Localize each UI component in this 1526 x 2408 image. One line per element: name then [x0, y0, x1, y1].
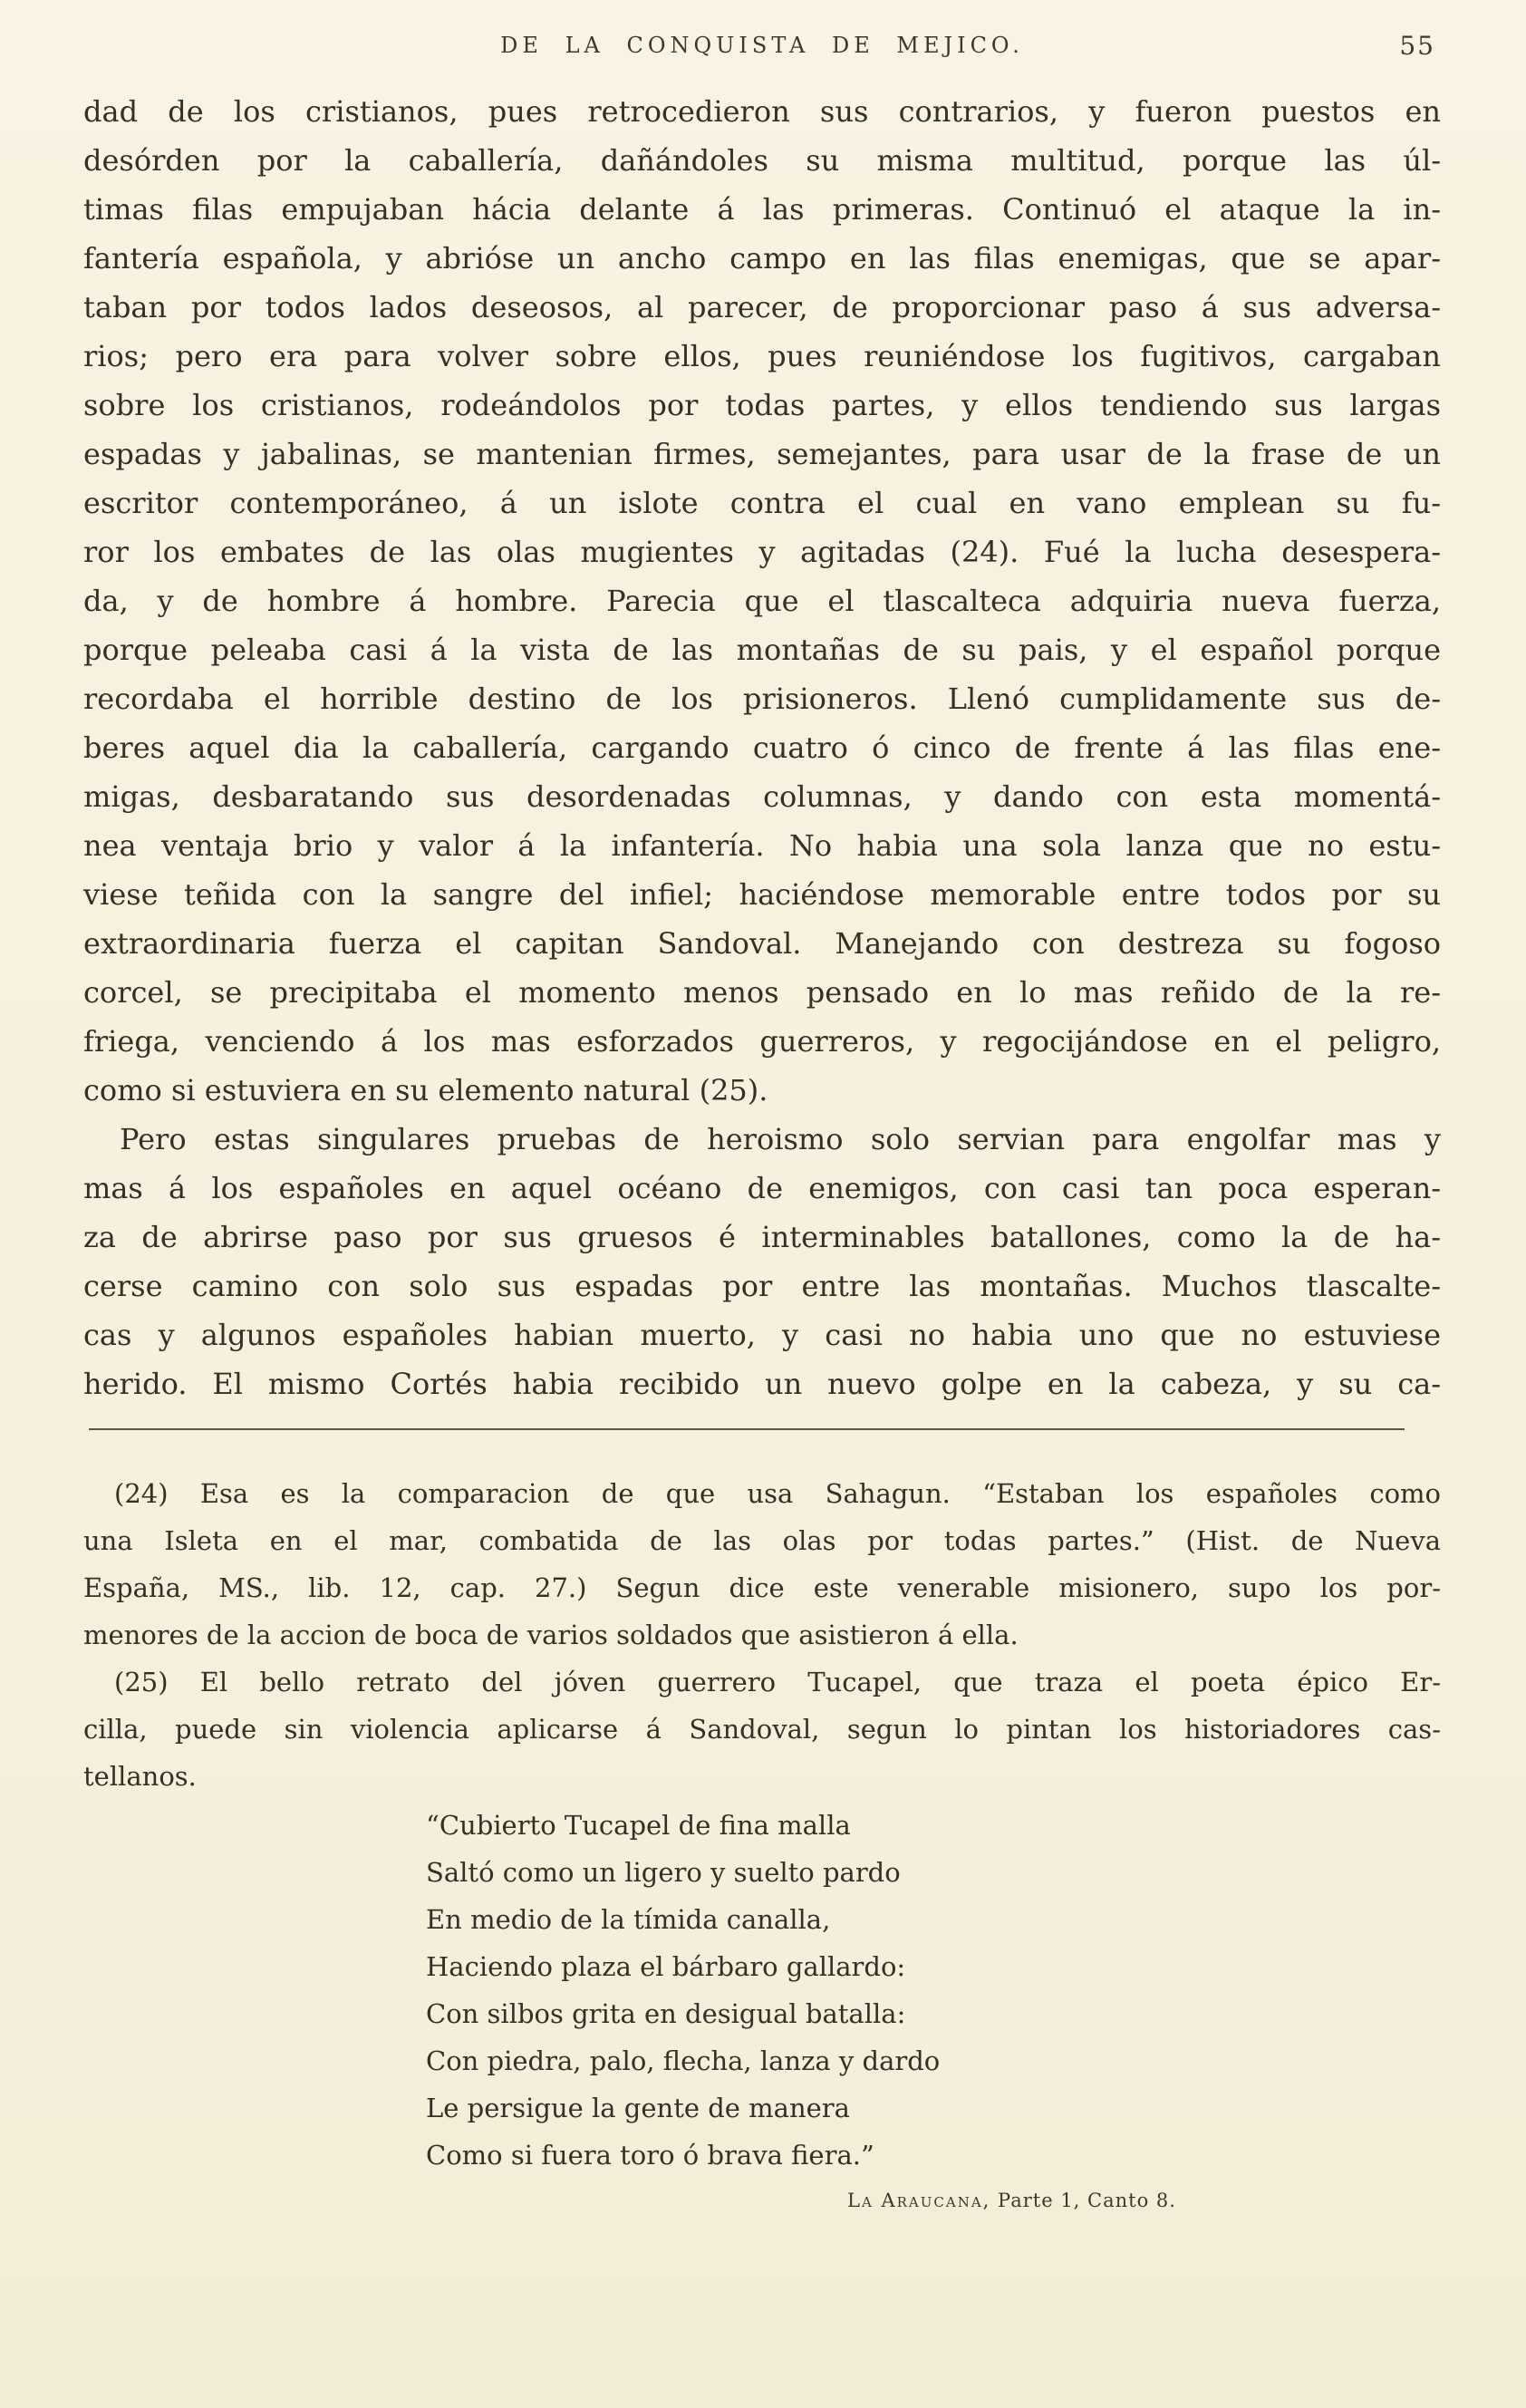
text-line: beres aquel dia la caballería, cargando cuatro ó cinco de frente á las filas ene-	[83, 730, 1441, 765]
text-line: Con silbos grita en desigual batalla:	[426, 1998, 906, 2029]
text-line: mas á los españoles en aquel océano de enemigos, con casi tan poca esperan-	[83, 1171, 1441, 1205]
text-line: sobre los cristianos, rodeándolos por todas partes, y ellos tendiendo sus largas	[83, 388, 1441, 422]
text-line: dad de los cristianos, pues retrocedieron sus contrarios, y fueron puestos en	[83, 94, 1441, 129]
footnote-25	[83, 1659, 1441, 1800]
text-line: espadas y jabalinas, se mantenian firmes, semejantes, para usar de la frase de un	[83, 437, 1441, 471]
text-line: En medio de la tímida canalla,	[426, 1904, 831, 1935]
text-line: “Cubierto Tucapel de fina malla	[426, 1810, 851, 1841]
text-line: timas filas empujaban hácia delante á las primeras. Continuó el ataque la in-	[83, 192, 1441, 227]
footnote-divider	[89, 1428, 1405, 1430]
paragraph-second	[83, 1115, 1441, 1408]
text-line: Pero estas singulares pruebas de heroismo solo servian para engolfar mas y	[120, 1122, 1441, 1156]
text-line: migas, desbaratando sus desordenadas columnas, y dando con esta momentá-	[83, 779, 1441, 814]
text-line: una Isleta en el mar, combatida de las olas por todas partes.” (Hist. de Nueva	[83, 1525, 1441, 1556]
text-line: Como si fuera toro ó brava fiera.”	[426, 2140, 874, 2171]
text-line: viese teñida con la sangre del infiel; haciéndose memorable entre todos por su	[83, 877, 1441, 912]
text-line: Con piedra, palo, flecha, lanza y dardo	[426, 2045, 941, 2076]
text-line: (25) El bello retrato del jóven guerrero Tucapel, que traza el poeta épico Er-	[114, 1667, 1441, 1697]
text-line: desórden por la caballería, dañándoles su misma multitud, porque las úl-	[83, 143, 1441, 178]
text-line: da, y de hombre á hombre. Parecia que el tlascalteca adquiria nueva fuerza,	[83, 584, 1441, 618]
text-line: Saltó como un ligero y suelto pardo	[426, 1857, 901, 1888]
text-line: cerse camino con solo sus espadas por entre las montañas. Muchos tlascalte-	[83, 1269, 1441, 1303]
main-text	[83, 87, 1441, 1408]
page-header	[83, 33, 1441, 63]
paragraph-continuation	[83, 87, 1441, 1115]
text-line: Haciendo plaza el bárbaro gallardo:	[426, 1951, 906, 1982]
text-line: tellanos.	[83, 1761, 197, 1792]
text-line: corcel, se precipitaba el momento menos pensado en lo mas reñido de la re-	[83, 975, 1441, 1010]
footnote-24	[83, 1470, 1441, 1659]
text-line: za de abrirse paso por sus gruesos é interminables batallones, como la de ha-	[83, 1220, 1441, 1254]
text-line: Le persigue la gente de manera	[426, 2093, 850, 2123]
text-line: rios; pero era para volver sobre ellos, pues reuniéndose los fugitivos, cargaban	[83, 339, 1441, 373]
running-title: DE LA CONQUISTA DE MEJICO.	[500, 33, 1024, 58]
footnotes	[83, 1470, 1441, 1800]
text-line: friega, venciendo á los mas esforzados guerreros, y regocijándose en el peligro,	[83, 1024, 1441, 1059]
text-line: taban por todos lados deseosos, al parecer, de proporcionar paso á sus adversa-	[83, 290, 1441, 324]
text-line: (24) Esa es la comparacion de que usa Sahagun. “Estaban los españoles como	[114, 1478, 1441, 1509]
text-line: herido. El mismo Cortés habia recibido un nuevo golpe en la cabeza, y su ca-	[83, 1367, 1441, 1401]
text-line: España, MS., lib. 12, cap. 27.) Segun dice este venerable misionero, supo los por-	[83, 1572, 1441, 1603]
text-line: cilla, puede sin violencia aplicarse á Sandoval, segun lo pintan los historiadores cas-	[83, 1714, 1441, 1745]
text-line: recordaba el horrible destino de los prisioneros. Llenó cumplidamente sus de-	[83, 682, 1441, 716]
text-line: ror los embates de las olas mugientes y agitadas (24). Fué la lucha desespera-	[83, 535, 1441, 569]
text-line: menores de la accion de boca de varios soldados que asistieron á ella.	[83, 1620, 1019, 1650]
text-line: fantería española, y abrióse un ancho campo en las filas enemigas, que se apar-	[83, 241, 1441, 276]
text-line: porque peleaba casi á la vista de las montañas de su pais, y el español porque	[83, 633, 1441, 667]
text-line: extraordinaria fuerza el capitan Sandoval. Manejando con destreza su fogoso	[83, 926, 1441, 961]
page-number: 55	[1399, 31, 1435, 61]
text-line: cas y algunos españoles habian muerto, y casi no habia uno que no estuviese	[83, 1318, 1441, 1352]
text-line: como si estuviera en su elemento natural (25).	[83, 1073, 768, 1107]
text-line: escritor contemporáneo, á un islote contra el cual en vano emplean su fu-	[83, 486, 1441, 520]
verse-attribution	[847, 2190, 1441, 2211]
text-line: nea ventaja brio y valor á la infantería. No habia una sola lanza que no estu-	[83, 828, 1441, 863]
attribution-ref: Parte 1, Canto 8.	[998, 2190, 1176, 2211]
verse-quotation	[426, 1802, 1441, 2179]
attribution-work: La Araucana,	[847, 2190, 991, 2211]
